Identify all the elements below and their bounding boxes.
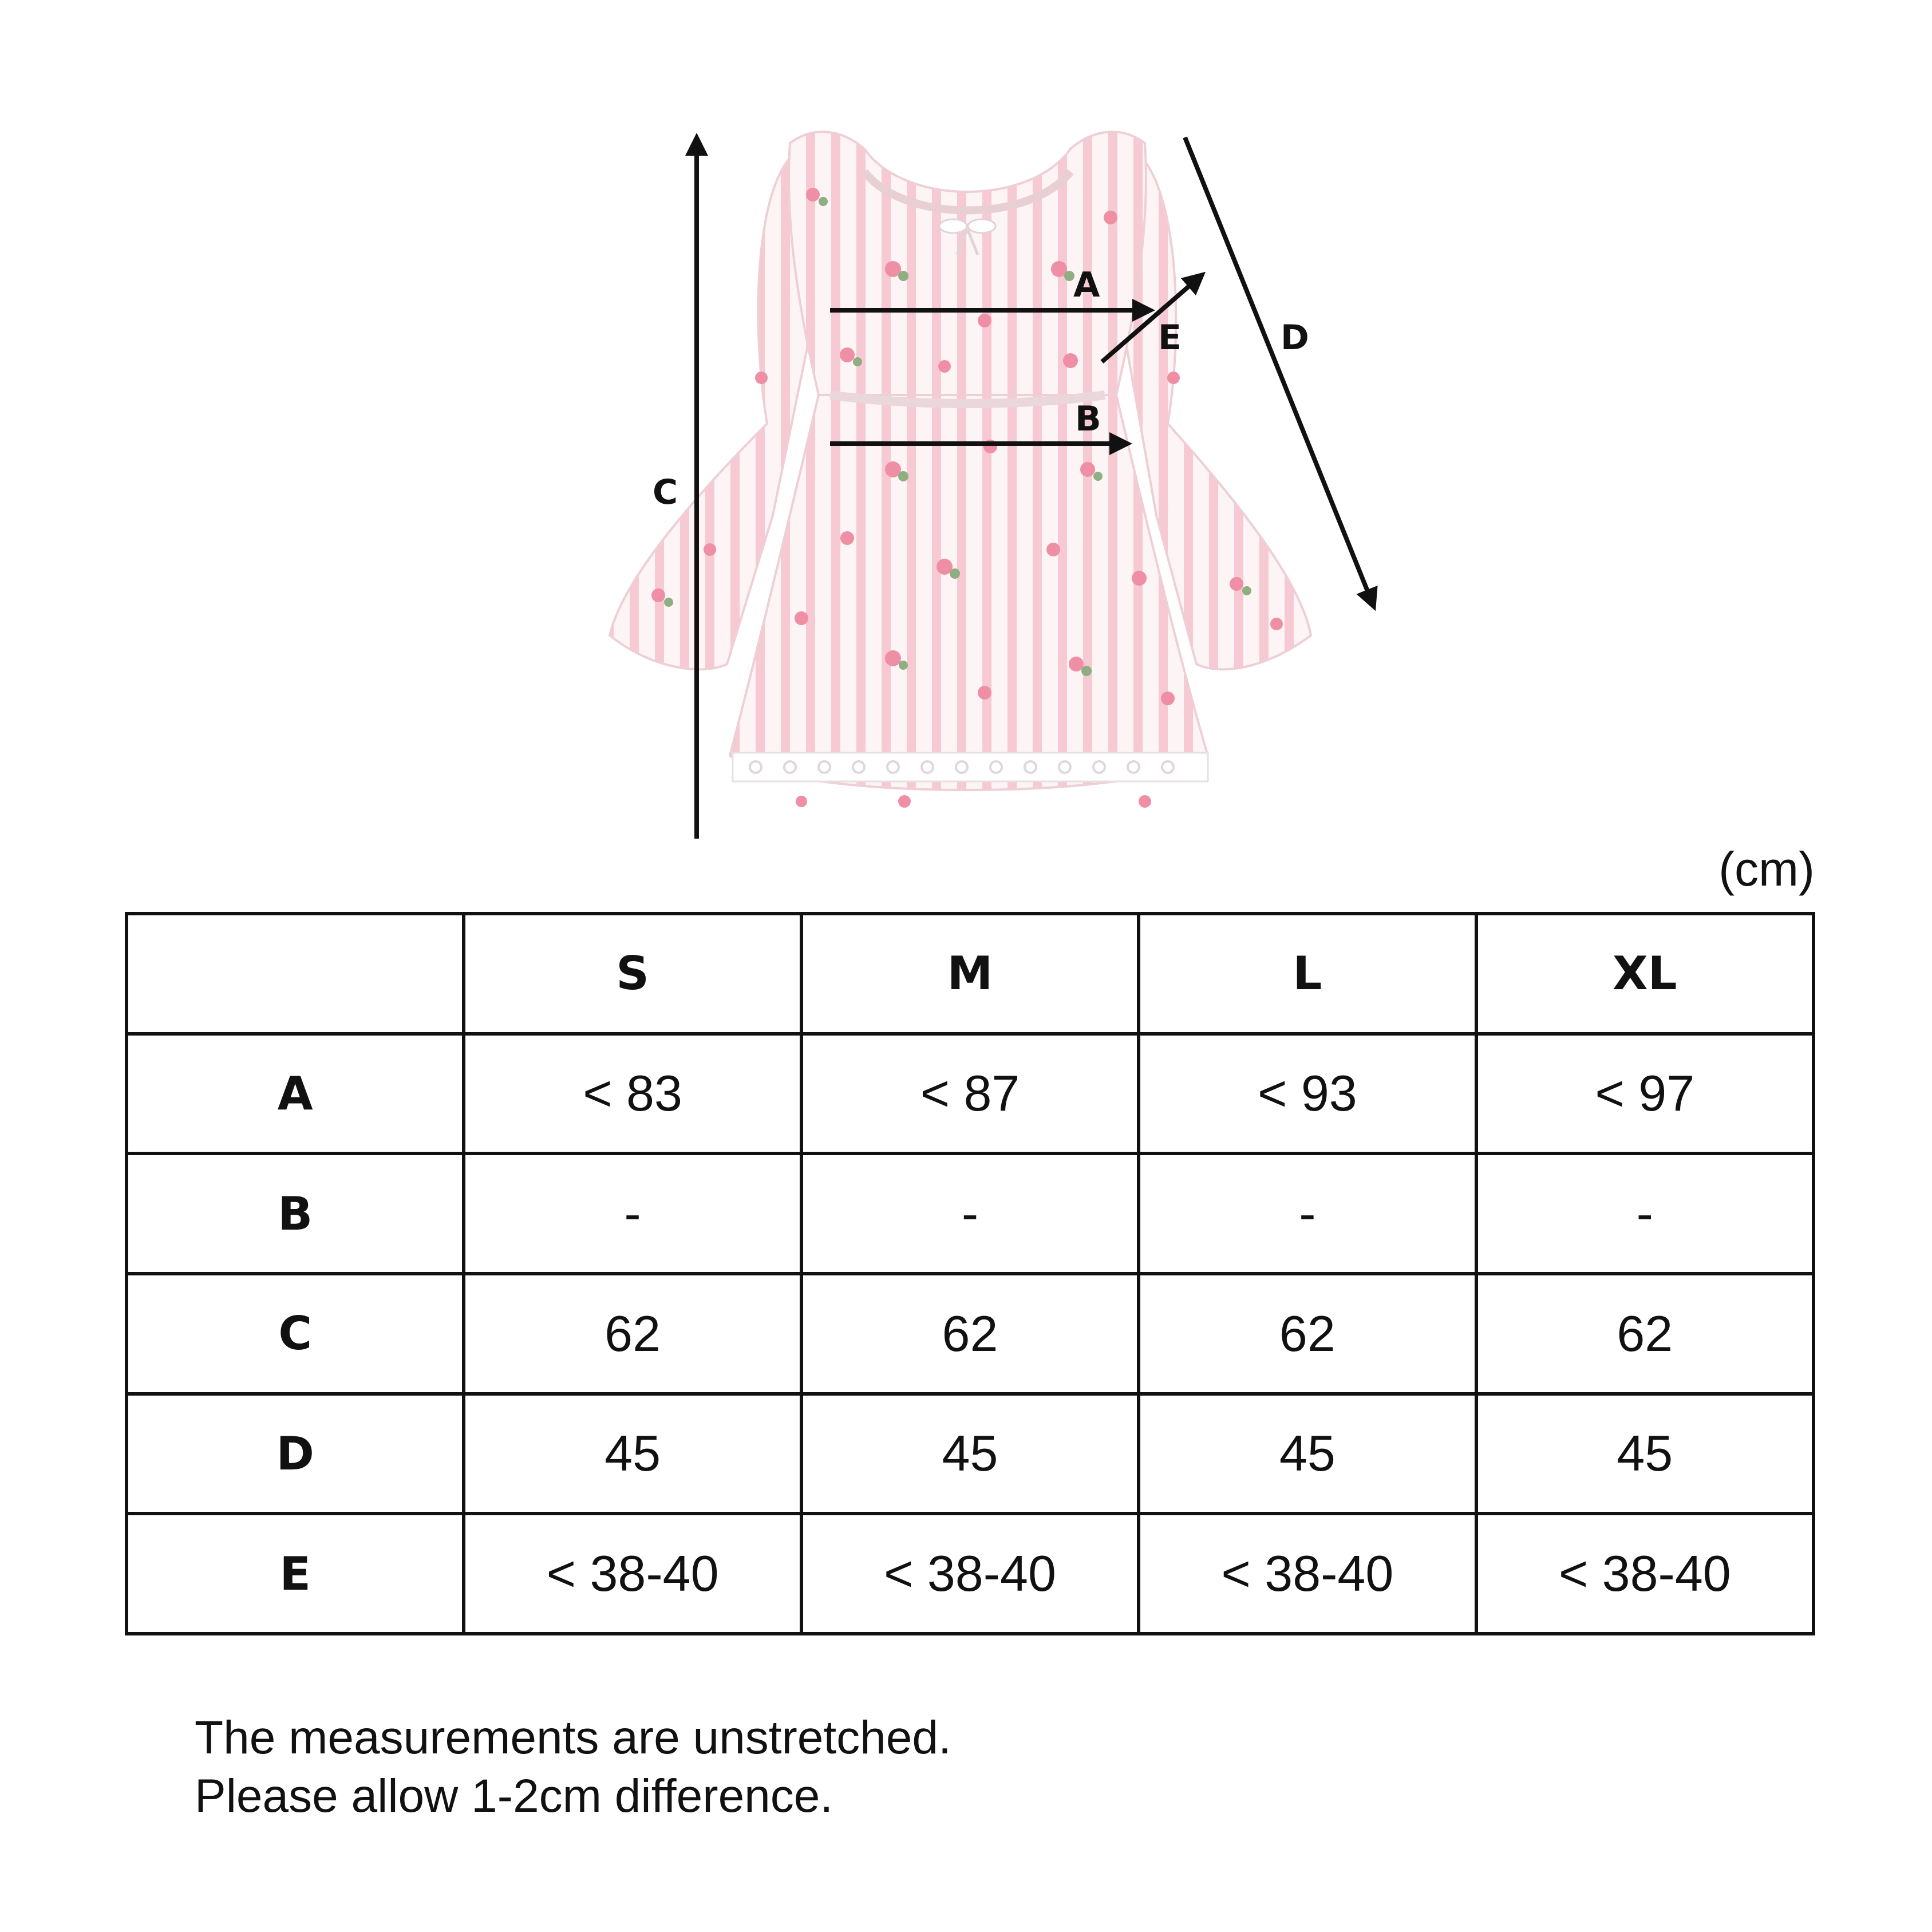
col-header-l: L xyxy=(1139,914,1476,1034)
corner-cell xyxy=(127,914,464,1034)
table-row xyxy=(127,1153,1814,1274)
table-cell: - xyxy=(1139,1153,1476,1274)
table-cell: < 83 xyxy=(464,1034,801,1154)
label-a: A xyxy=(1073,265,1100,305)
table-cell: 45 xyxy=(1139,1394,1476,1514)
table-row xyxy=(127,1274,1814,1394)
label-e: E xyxy=(1158,318,1182,358)
note-difference: Please allow 1-2cm difference. xyxy=(195,1770,833,1822)
size-chart-table xyxy=(125,912,1815,1635)
table-row xyxy=(127,1514,1814,1634)
label-d: D xyxy=(1281,318,1309,358)
label-c: C xyxy=(653,472,678,512)
garment-measurement-diagram xyxy=(0,0,1932,893)
col-header-s: S xyxy=(464,914,801,1034)
table-cell: 62 xyxy=(464,1274,801,1394)
table-cell: 62 xyxy=(801,1274,1139,1394)
table-cell: < 38-40 xyxy=(1476,1514,1814,1634)
table-cell: 45 xyxy=(801,1394,1139,1514)
table-cell: < 97 xyxy=(1476,1034,1814,1154)
lace-trim xyxy=(733,753,1208,781)
table-cell: < 93 xyxy=(1139,1034,1476,1154)
table-row xyxy=(127,1394,1814,1514)
table-cell: 45 xyxy=(1476,1394,1814,1514)
unit-label: (cm) xyxy=(1718,842,1815,896)
measurement-notes xyxy=(195,1709,951,1826)
note-unstretched: The measurements are unstretched. xyxy=(195,1712,951,1764)
row-label-a: A xyxy=(127,1034,464,1154)
table-header-row xyxy=(127,914,1814,1034)
row-label-e: E xyxy=(127,1514,464,1634)
row-label-d: D xyxy=(127,1394,464,1514)
table-row xyxy=(127,1034,1814,1154)
table-cell: < 87 xyxy=(801,1034,1139,1154)
table-cell: 62 xyxy=(1476,1274,1814,1394)
row-label-b: B xyxy=(127,1153,464,1274)
table-cell: 62 xyxy=(1139,1274,1476,1394)
table-cell: - xyxy=(1476,1153,1814,1274)
col-header-xl: XL xyxy=(1476,914,1814,1034)
label-b: B xyxy=(1075,399,1101,439)
row-label-c: C xyxy=(127,1274,464,1394)
table-cell: < 38-40 xyxy=(1139,1514,1476,1634)
table-cell: - xyxy=(801,1153,1139,1274)
table-cell: < 38-40 xyxy=(464,1514,801,1634)
skirt xyxy=(730,395,1208,790)
blouse-illustration xyxy=(610,132,1311,808)
table-cell: < 38-40 xyxy=(801,1514,1139,1634)
table-cell: - xyxy=(464,1153,801,1274)
col-header-m: M xyxy=(801,914,1139,1034)
table-cell: 45 xyxy=(464,1394,801,1514)
